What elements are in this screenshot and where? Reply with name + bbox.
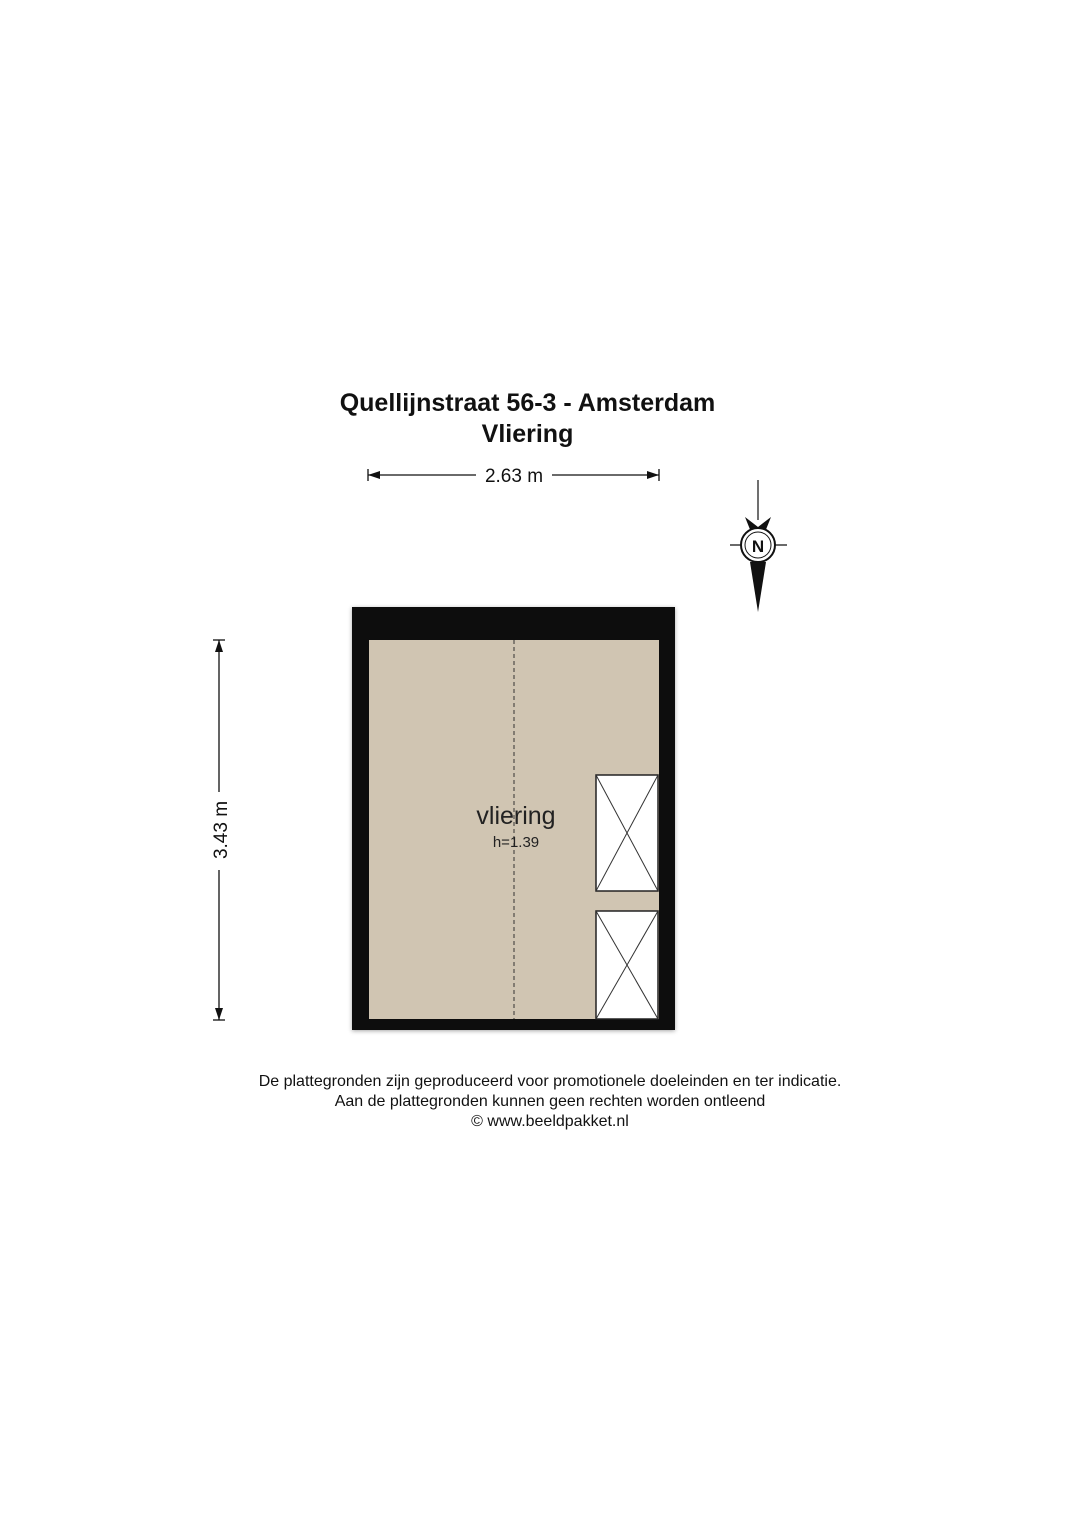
copyright-line: © www.beeldpakket.nl bbox=[471, 1113, 629, 1130]
compass-north-label: N bbox=[751, 537, 765, 556]
skylight-lower bbox=[596, 911, 658, 1019]
width-dimension-label: 2.63 m bbox=[484, 466, 544, 487]
disclaimer-line-1: De plattegronden zijn geproduceerd voor promotionele doeleinden en ter indicatie. bbox=[258, 1073, 842, 1090]
depth-dimension-label: 3.43 m bbox=[211, 800, 232, 860]
depth-dimension bbox=[211, 640, 232, 1020]
skylight-upper bbox=[596, 775, 658, 891]
room-height: h=1.39 bbox=[492, 834, 540, 851]
disclaimer bbox=[0, 1072, 1080, 1132]
disclaimer-line-2: Aan de plattegronden kunnen geen rechten worden ontleend bbox=[334, 1093, 766, 1110]
room-name: vliering bbox=[476, 802, 556, 830]
address-title: Quellijnstraat 56-3 - Amsterdam bbox=[339, 389, 716, 417]
width-dimension bbox=[368, 466, 659, 487]
compass-icon bbox=[730, 480, 787, 612]
floor-title: Vliering bbox=[481, 420, 574, 448]
